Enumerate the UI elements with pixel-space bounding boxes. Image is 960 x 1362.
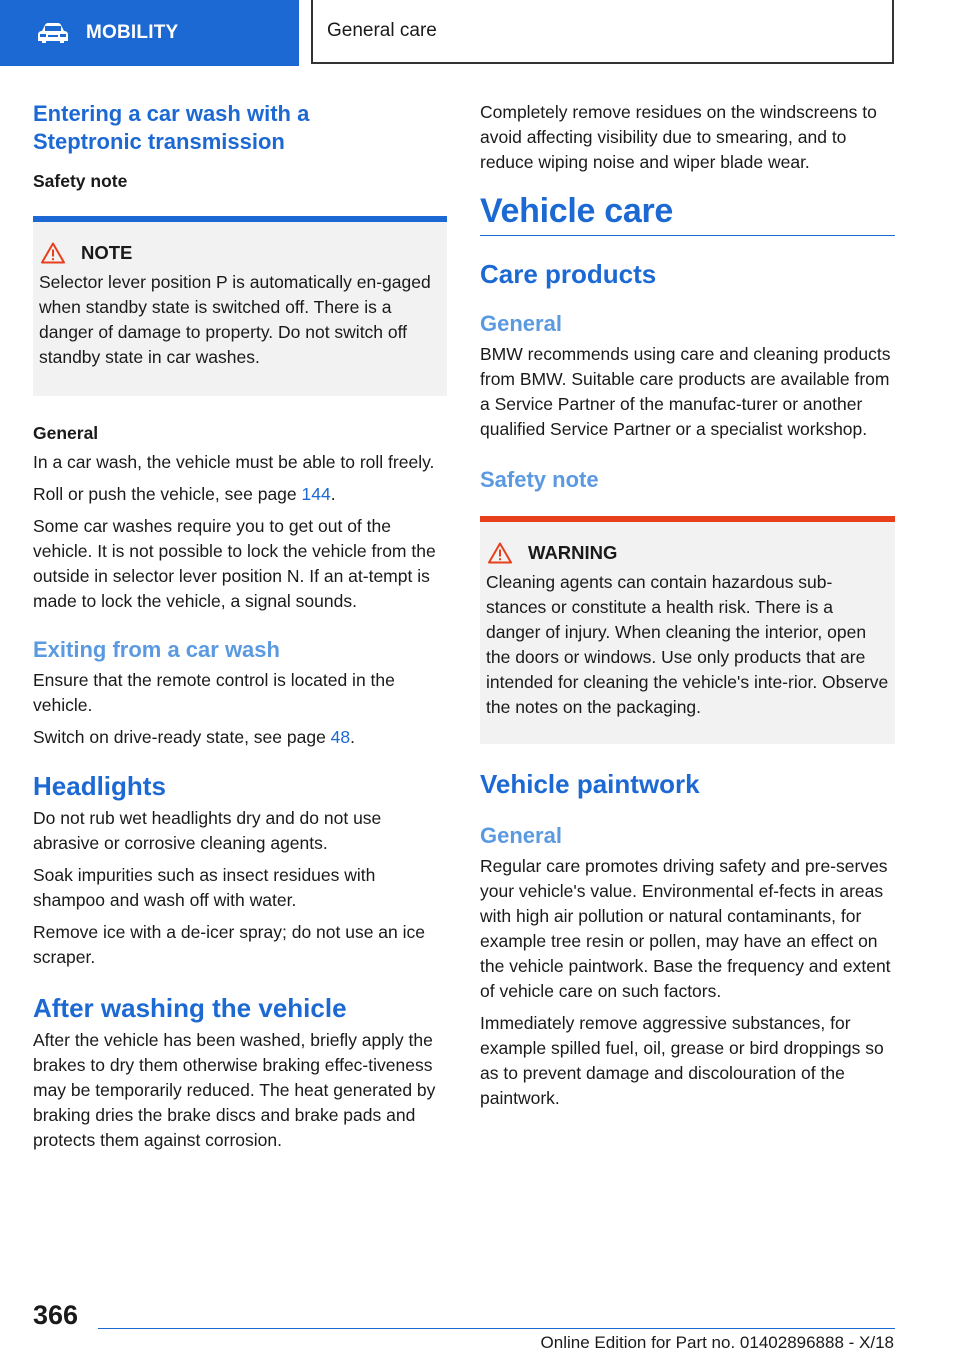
car-icon: [36, 22, 70, 44]
paintwork-paragraph-2: Immediately remove aggressive substances, for example spilled fuel, oil, grease or bird droppings so as to prevent damage and discolouration of the paintwork.: [480, 1013, 884, 1108]
paintwork-heading: Vehicle paintwork: [480, 769, 700, 799]
note-box: [33, 216, 447, 396]
note-title: [39, 242, 441, 264]
warning-triangle-icon: [488, 542, 512, 564]
warning-label: WARNING: [528, 542, 618, 563]
headlights-heading: Headlights: [33, 771, 166, 801]
vehicle-care-heading: Vehicle care: [480, 192, 673, 230]
chapter-tab: [0, 0, 299, 66]
safety-note-heading-right: Safety note: [480, 467, 599, 492]
warning-text: Cleaning agents can contain hazardous sub-stances or constitute a health risk. There is a danger of injury. When cleaning the interior, open the doors or windows. Use only products that are intended for cleaning the vehicle's inte-rior. Observe the notes on the packaging.: [486, 572, 889, 717]
after-washing-paragraph: After the vehicle has been washed, briefly apply the brakes to dry them otherwise braking effec-tiveness may be temporarily reduced. The heat generated by braking dries the brake discs and brake pads and protects them against corrosion.: [33, 1030, 436, 1150]
after-washing-heading: After washing the vehicle: [33, 993, 347, 1023]
text-run: .: [350, 727, 356, 747]
safety-note-heading: Safety note: [33, 171, 128, 191]
page-link-48[interactable]: 48: [330, 727, 351, 747]
page-number: 366: [33, 1300, 79, 1330]
exiting-paragraph-1: Ensure that the remote control is located in the vehicle.: [33, 670, 395, 715]
text-run: Roll or push the vehicle, see page: [33, 484, 302, 504]
general-paragraph-2: [33, 482, 447, 507]
right-column: [480, 100, 895, 1111]
headlights-paragraph-2: Soak impurities such as insect residues with shampoo and wash off with water.: [33, 865, 376, 910]
paintwork-general-heading: General: [480, 823, 562, 848]
exiting-heading: Exiting from a car wash: [33, 637, 280, 662]
exiting-paragraph-2: [33, 725, 447, 750]
care-general-heading: General: [480, 311, 562, 336]
warning-box: [480, 516, 895, 744]
section-tab: [311, 0, 894, 64]
general-heading: General: [33, 423, 99, 443]
page-header: [0, 0, 960, 66]
chapter-label: MOBILITY: [86, 22, 179, 43]
edition-text: Online Edition for Part no. 01402896888 - X/18: [540, 1333, 894, 1352]
note-text: Selector lever position P is automatically en-gaged when standby state is switched off. There is a danger of damage to property. Do not switch off standby state in car washes.: [39, 272, 431, 367]
general-paragraph-1: In a car wash, the vehicle must be able to roll freely.: [33, 452, 435, 472]
car-wash-heading: Entering a car wash with a Steptronic transmission: [33, 101, 310, 154]
care-general-paragraph: BMW recommends using care and cleaning products from BMW. Suitable care products are available from a Service Partner of the manufac-turer or another qualified Service Partner or a specialist workshop.: [480, 344, 891, 439]
paintwork-paragraph-1: Regular care promotes driving safety and pre-serves your vehicle's value. Environmental ef-fects in areas with high air pollution or natural contaminants, for example tree resin or pollen, may have an effect on the vehicle paintwork. Base the frequency and extent of vehicle care on such factors.: [480, 856, 891, 1001]
left-column: [33, 100, 447, 1153]
general-paragraph-3: Some car washes require you to get out of the vehicle. It is not possible to lock the vehicle from the outside in selector lever position N. If an at-tempt is made to lock the vehicle, a signal sounds.: [33, 516, 436, 611]
text-run: Switch on drive-ready state, see page: [33, 727, 331, 747]
page-link-144[interactable]: 144: [301, 484, 331, 504]
warning-title: [486, 542, 889, 564]
headlights-paragraph-3: Remove ice with a de-icer spray; do not use an ice scraper.: [33, 922, 425, 967]
section-label: General care: [327, 20, 437, 41]
warning-triangle-icon: [41, 242, 65, 264]
text-run: .: [330, 484, 336, 504]
care-products-heading: Care products: [480, 259, 657, 289]
note-label: NOTE: [81, 242, 133, 263]
vehicle-care-heading-block: [480, 191, 895, 236]
windscreen-paragraph: Completely remove residues on the windscreens to avoid affecting visibility due to smearing, and to reduce wiping noise and wiper blade wear.: [480, 102, 877, 172]
headlights-paragraph-1: Do not rub wet headlights dry and do not use abrasive or corrosive cleaning agents.: [33, 808, 382, 853]
footer-divider: [98, 1328, 895, 1329]
